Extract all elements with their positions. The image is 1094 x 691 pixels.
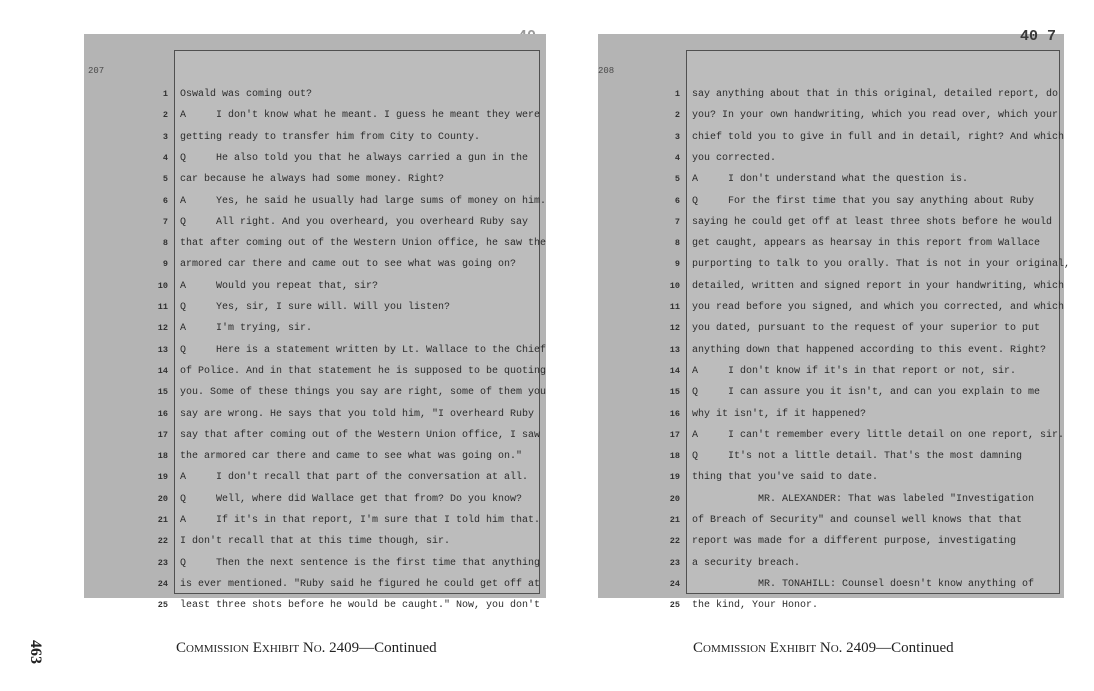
line-number: 23 <box>669 557 680 568</box>
transcript-line <box>598 595 1064 616</box>
line-number: 22 <box>157 536 168 547</box>
line-number: 5 <box>162 174 168 185</box>
line-number: 10 <box>157 280 168 291</box>
line-number: 11 <box>669 302 680 312</box>
line-number: 8 <box>674 238 680 249</box>
line-text: Q Well, where did Wallace get that from? Do you know? <box>180 493 523 505</box>
transcript-line <box>84 553 546 574</box>
line-number: 19 <box>157 472 168 483</box>
line-text: A I'm trying, sir. <box>180 323 313 335</box>
transcript-line <box>598 553 1064 574</box>
transcript-line <box>84 318 546 339</box>
left-caption-prefix: Commission Exhibit No. <box>176 640 326 656</box>
line-number: 1 <box>674 89 680 99</box>
line-text: armored car there and came out to see what was going on? <box>180 259 517 271</box>
line-text: say are wrong. He says that you told him, "I overheard Ruby <box>180 408 535 420</box>
transcript-line <box>598 340 1064 361</box>
line-number: 20 <box>157 493 168 504</box>
line-text: A Would you repeat that, sir? <box>180 280 379 292</box>
line-text: MR. TONAHILL: Counsel doesn't know anything of <box>692 578 1035 590</box>
transcript-line <box>598 212 1064 233</box>
transcript-line <box>598 510 1064 531</box>
line-number: 12 <box>669 323 680 334</box>
line-text: Q Here is a statement written by Lt. Wallace to the Chief <box>180 344 547 356</box>
line-text: Q It's not a little detail. That's the most damning <box>692 451 1023 463</box>
line-text: A I don't understand what the question is. <box>692 174 969 186</box>
line-number: 7 <box>162 216 168 227</box>
line-number: 15 <box>669 387 680 398</box>
transcript-line <box>84 276 546 297</box>
transcript-line <box>598 254 1071 275</box>
transcript-line <box>598 574 1064 595</box>
line-text: Oswald was coming out? <box>180 89 313 100</box>
line-text: of Breach of Security" and counsel well knows that that <box>692 515 1023 526</box>
line-number: 25 <box>157 600 168 611</box>
transcript-line <box>598 489 1064 510</box>
line-number: 10 <box>669 280 680 291</box>
line-number: 13 <box>669 344 680 355</box>
transcript-line <box>84 84 546 105</box>
transcript-line <box>84 574 546 595</box>
transcript-line <box>84 467 546 488</box>
line-number: 16 <box>157 408 168 419</box>
line-number: 18 <box>157 451 168 462</box>
transcript-line <box>84 212 546 233</box>
transcript-line <box>598 276 1064 297</box>
line-number: 9 <box>162 259 168 270</box>
line-number: 14 <box>157 365 168 376</box>
line-text: saying he could get off at least three shots before he would <box>692 216 1053 228</box>
transcript-line <box>598 425 1064 446</box>
transcript-line <box>84 191 546 212</box>
line-text: A I don't recall that part of the conversation at all. <box>180 472 529 484</box>
line-text: report was made for a different purpose, investigating <box>692 536 1017 548</box>
line-number: 6 <box>674 195 680 206</box>
transcript-line <box>84 361 546 382</box>
transcript-line <box>84 382 546 403</box>
transcript-line <box>598 404 1064 425</box>
transcript-line <box>84 105 546 126</box>
side-page-number: 463 <box>27 640 44 664</box>
line-text: chief told you to give in full and in detail, right? And which <box>692 131 1065 143</box>
line-number: 20 <box>669 493 680 504</box>
right-transcript-page <box>598 34 1071 612</box>
line-text: car because he always had some money. Right? <box>180 174 445 186</box>
line-number: 17 <box>157 429 168 440</box>
line-text: you corrected. <box>692 152 777 164</box>
line-text: purporting to talk to you orally. That is not in your original, <box>692 259 1071 271</box>
line-number: 2 <box>674 110 680 121</box>
line-text: least three shots before he would be caught." Now, you don't <box>180 600 541 612</box>
line-text: you dated, pursuant to the request of your superior to put <box>692 323 1041 335</box>
line-number: 3 <box>162 131 168 142</box>
line-number: 4 <box>162 152 168 163</box>
line-text: MR. ALEXANDER: That was labeled "Investigation <box>692 493 1035 505</box>
transcript-line <box>598 127 1064 148</box>
line-text: detailed, written and signed report in your handwriting, which <box>692 280 1065 292</box>
line-text: you. Some of these things you say are right, some of them you <box>180 387 547 399</box>
line-number: 9 <box>674 259 680 270</box>
line-text: Q He also told you that he always carried a gun in the <box>180 152 529 164</box>
line-number: 24 <box>157 578 168 589</box>
line-text: I don't recall that at this time though, sir. <box>180 536 451 548</box>
right-top-page-number: 40 7 <box>1020 28 1057 45</box>
line-text: A I don't know if it's in that report or not, sir. <box>692 365 1017 377</box>
transcript-line <box>84 425 546 446</box>
transcript-line <box>598 233 1064 254</box>
line-text: Q For the first time that you say anything about Ruby <box>692 195 1035 207</box>
right-caption-prefix: Commission Exhibit No. <box>693 640 843 656</box>
line-number: 25 <box>669 600 680 611</box>
left-page-mark: 207 <box>88 66 105 76</box>
line-text: say that after coming out of the Western Union office, I saw <box>180 429 541 441</box>
right-caption-number: 2409—Continued <box>846 640 954 656</box>
line-number: 19 <box>669 472 680 483</box>
line-text: Q Then the next sentence is the first time that anything <box>180 557 541 569</box>
line-text: the armored car there and came to see what was going on." <box>180 451 523 463</box>
line-number: 13 <box>157 344 168 355</box>
line-text: Q Yes, sir, I sure will. Will you listen? <box>180 302 451 313</box>
transcript-line <box>598 446 1064 467</box>
transcript-line <box>84 531 546 552</box>
transcript-line <box>84 510 546 531</box>
line-text: Q All right. And you overheard, you overheard Ruby say <box>180 216 529 228</box>
line-text: thing that you've said to date. <box>692 472 879 484</box>
transcript-line <box>84 340 546 361</box>
line-text: that after coming out of the Western Union office, he saw the <box>180 238 547 250</box>
transcript-line <box>598 84 1064 105</box>
line-number: 21 <box>157 515 168 525</box>
line-text: get caught, appears as hearsay in this report from Wallace <box>692 238 1041 250</box>
transcript-line <box>598 169 1064 190</box>
right-exhibit-caption <box>693 640 954 657</box>
line-number: 11 <box>157 302 168 312</box>
line-text: getting ready to transfer him from City to County. <box>180 131 481 143</box>
line-text: why it isn't, if it happened? <box>692 408 867 420</box>
transcript-line <box>598 382 1064 403</box>
line-number: 23 <box>157 557 168 568</box>
left-transcript-page <box>84 34 547 612</box>
line-text: A If it's in that report, I'm sure that I told him that. <box>180 515 541 526</box>
line-text: A Yes, he said he usually had large sums of money on him. <box>180 195 547 207</box>
line-text: anything down that happened according to this event. Right? <box>692 344 1047 356</box>
line-number: 15 <box>157 387 168 398</box>
transcript-line <box>598 361 1064 382</box>
line-text: the kind, Your Honor. <box>692 600 819 612</box>
line-text: a security breach. <box>692 557 801 569</box>
line-number: 4 <box>674 152 680 163</box>
line-text: of Police. And in that statement he is supposed to be quoting <box>180 365 547 377</box>
line-number: 2 <box>162 110 168 121</box>
line-number: 12 <box>157 323 168 334</box>
line-number: 8 <box>162 238 168 249</box>
transcript-line <box>598 467 1064 488</box>
left-exhibit-caption <box>176 640 437 657</box>
transcript-line <box>84 446 546 467</box>
line-number: 7 <box>674 216 680 227</box>
line-text: you read before you signed, and which you corrected, and which <box>692 302 1065 313</box>
line-number: 14 <box>669 365 680 376</box>
line-number: 24 <box>669 578 680 589</box>
transcript-line <box>84 169 546 190</box>
right-page-mark: 208 <box>598 66 615 76</box>
line-number: 22 <box>669 536 680 547</box>
line-number: 16 <box>669 408 680 419</box>
transcript-line <box>84 148 546 169</box>
line-text: you? In your own handwriting, which you read over, which your <box>692 110 1059 122</box>
transcript-line <box>84 404 546 425</box>
transcript-line <box>84 127 546 148</box>
transcript-line <box>84 233 546 254</box>
transcript-line <box>84 254 546 275</box>
line-text: Q I can assure you it isn't, and can you explain to me <box>692 387 1041 399</box>
line-number: 3 <box>674 131 680 142</box>
line-number: 18 <box>669 451 680 462</box>
transcript-line <box>598 531 1064 552</box>
line-number: 5 <box>674 174 680 185</box>
transcript-line <box>84 297 546 318</box>
transcript-line <box>84 489 546 510</box>
line-text: A I don't know what he meant. I guess he meant they were <box>180 110 541 122</box>
transcript-line <box>598 297 1064 318</box>
line-number: 21 <box>669 515 680 525</box>
line-number: 6 <box>162 195 168 206</box>
line-number: 1 <box>162 89 168 99</box>
transcript-line <box>598 318 1064 339</box>
transcript-line <box>598 191 1064 212</box>
line-text: say anything about that in this original, detailed report, do <box>692 89 1059 100</box>
line-text: is ever mentioned. "Ruby said he figured he could get off at <box>180 578 541 590</box>
transcript-line <box>598 148 1064 169</box>
line-text: A I can't remember every little detail on one report, sir. <box>692 429 1065 441</box>
transcript-line <box>598 105 1064 126</box>
line-number: 17 <box>669 429 680 440</box>
transcript-line <box>84 595 546 616</box>
left-caption-number: 2409—Continued <box>329 640 437 656</box>
